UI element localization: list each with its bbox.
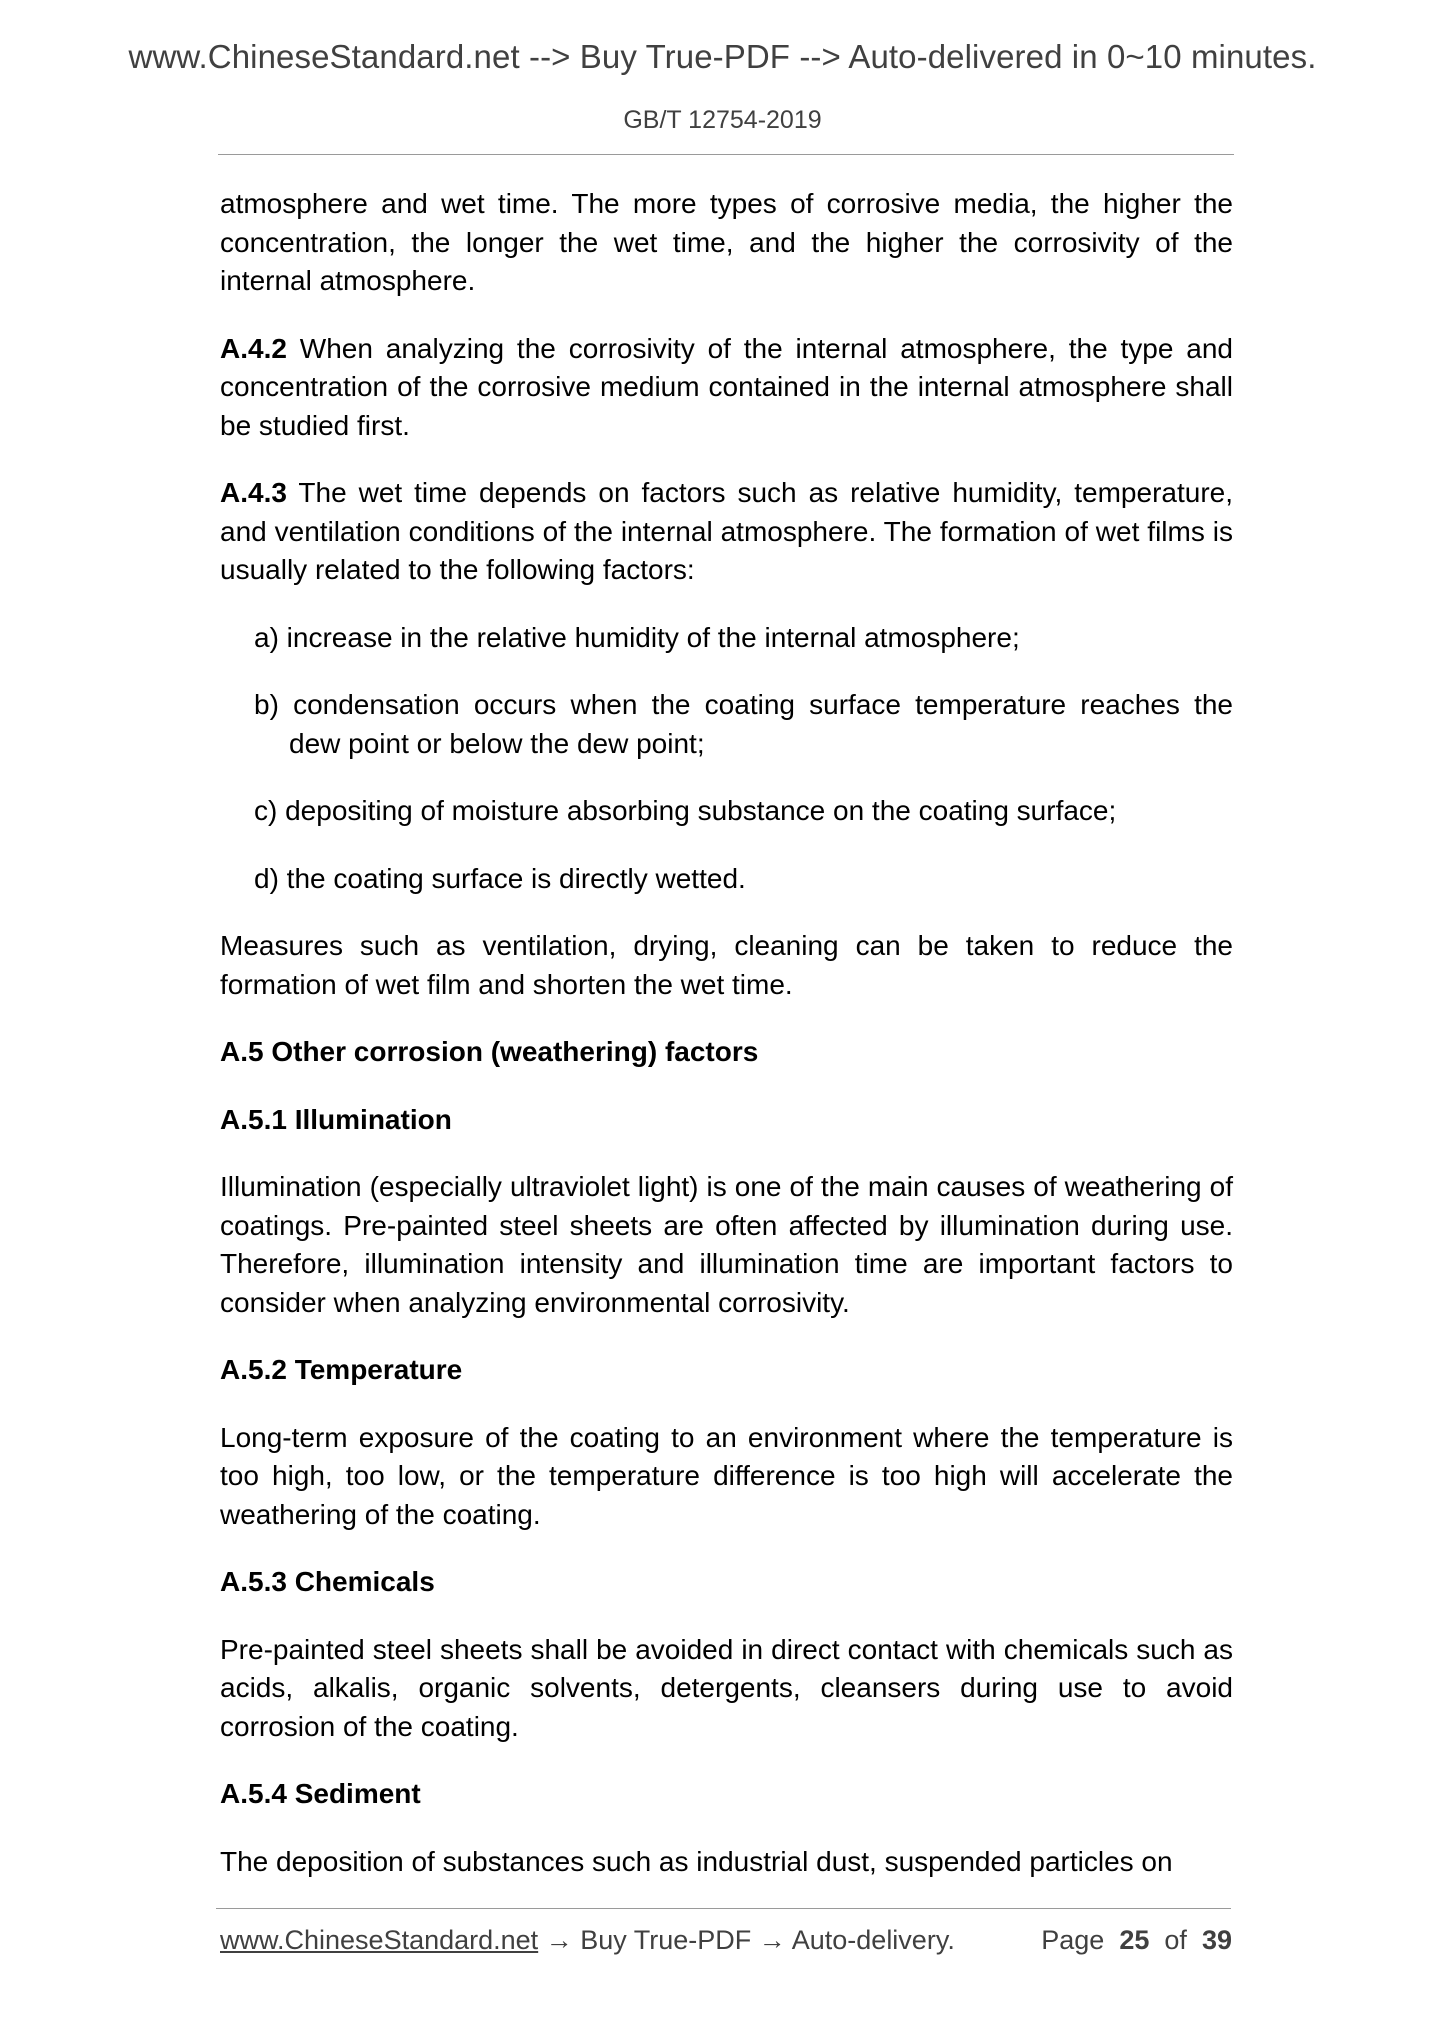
clause-text: When analyzing the corrosivity of the internal atmosphere, the type and concentration of the corrosive medium contained in the internal atmosphere shall be studied first. [220,332,1233,441]
heading-a-5-3: A.5.3 Chemicals [220,1566,435,1597]
footer-site-link[interactable]: www.ChineseStandard.net [220,1925,539,1955]
heading-a-5-4: A.5.4 Sediment [220,1778,421,1809]
clause-a-4-2 [220,330,1233,446]
document-id: GB/T 12754-2019 [623,106,822,134]
header-divider [218,154,1234,155]
page-content [220,185,1233,1910]
page-total: 39 [1201,1925,1232,1955]
list-item: a) increase in the relative humidity of the internal atmosphere; [254,621,1020,653]
clause-a-4-3 [220,474,1233,590]
page-footer [220,1925,1232,1961]
footer-divider [216,1908,1231,1909]
paragraph-measures: Measures such as ventilation, drying, cleaning can be taken to reduce the formation of wet film and shorten the wet time. [220,930,1233,1000]
clause-text: The wet time depends on factors such as relative humidity, temperature, and ventilation conditions of the internal atmosphere. The formation of wet films is usually related to the following factors: [220,477,1233,585]
page-label: Page [1041,1925,1105,1955]
paragraph-chemicals: Pre-painted steel sheets shall be avoided in direct contact with chemicals such as acids, alkalis, organic solvents, detergents, cleansers during use to avoid corrosion of the coating. [220,1633,1233,1742]
footer-left [220,1925,955,1956]
clause-number: A.4.3 [220,477,287,508]
heading-a-5: A.5 Other corrosion (weathering) factors [220,1036,759,1067]
heading-a-5-1: A.5.1 Illumination [220,1103,452,1135]
footer-tagline: → Buy True-PDF → Auto-delivery. [538,1925,955,1955]
list-item: d) the coating surface is directly wetted. [254,862,746,894]
paragraph-continuation: atmosphere and wet time. The more types of corrosive media, the higher the concentration, the longer the wet time, and the higher the corrosivity of the internal atmosphere. [220,188,1233,296]
list-item: b) condensation occurs when the coating surface temperature reaches the dew point or below the dew point; [254,689,1233,759]
list-item: c) depositing of moisture absorbing substance on the coating surface; [254,795,1117,826]
clause-number: A.4.2 [220,332,287,364]
heading-a-5-2: A.5.2 Temperature [220,1354,463,1385]
paragraph-sediment: The deposition of substances such as industrial dust, suspended particles on [220,1845,1173,1877]
header-banner: www.ChineseStandard.net --> Buy True-PDF --> Auto-delivered in 0~10 minutes. [128,38,1317,75]
page-indicator [1041,1925,1232,1956]
paragraph-illumination: Illumination (especially ultraviolet light) is one of the main causes of weathering of coatings. Pre-painted steel sheets are often affected by illumination during use. Therefore, illumination intensity and illumination time are important factors to consider when analyzing environmental corrosivity. [220,1171,1233,1318]
page-number: 25 [1119,1925,1150,1955]
paragraph-temperature: Long-term exposure of the coating to an environment where the temperature is too high, too low, or the temperature difference is too high will accelerate the weathering of the coating. [220,1421,1233,1530]
of-label: of [1164,1925,1187,1955]
